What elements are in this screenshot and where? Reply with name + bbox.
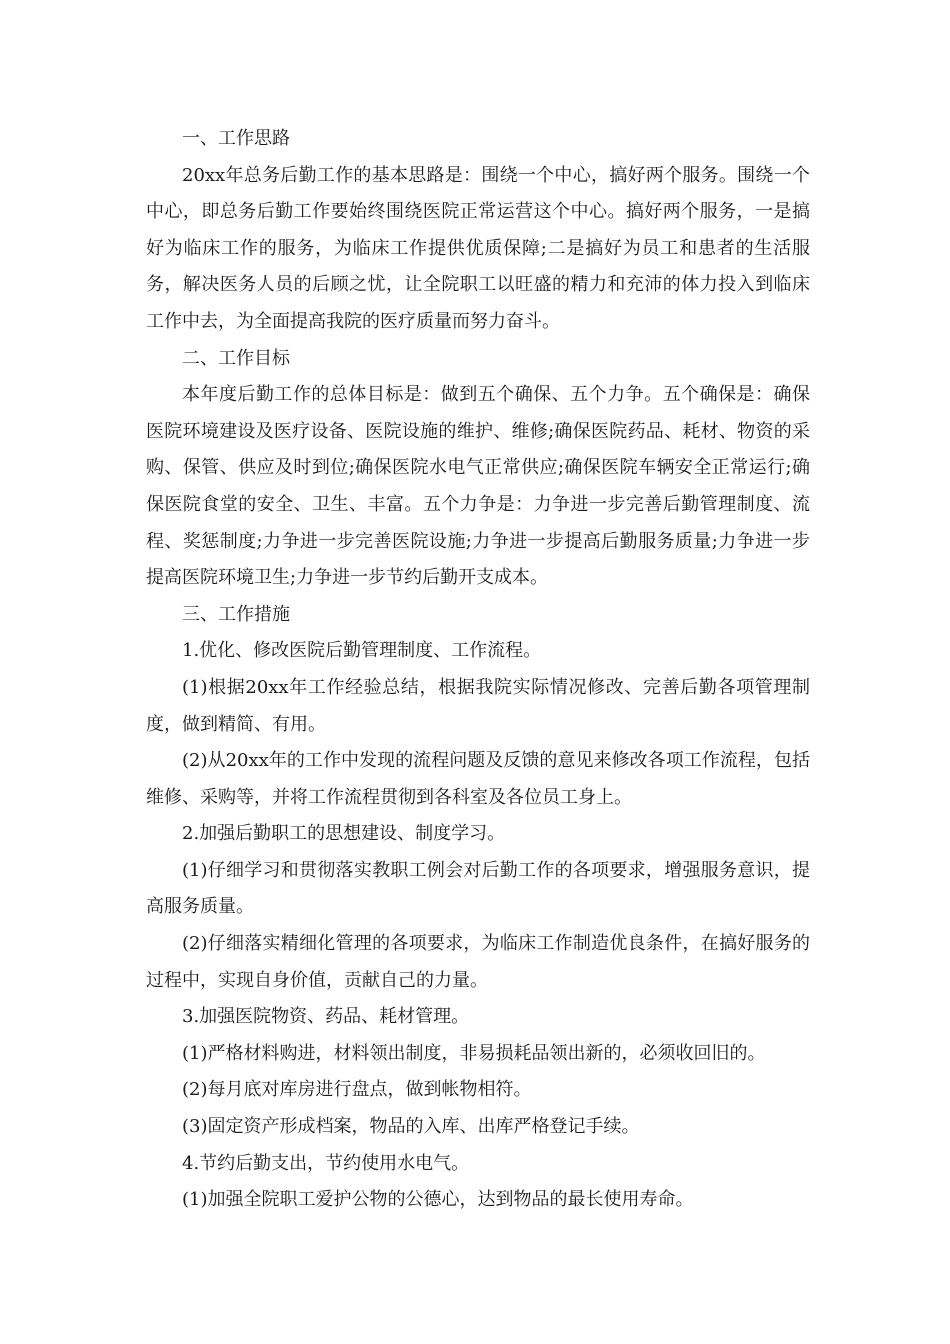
list-subitem-2-1: (1)仔细学习和贯彻落实教职工例会对后勤工作的各项要求，增强服务意识，提高服务质量。: [146, 859, 810, 918]
list-subitem-3-2: (2)每月底对库房进行盘点，做到帐物相符。: [182, 1079, 532, 1101]
list-subitem-4-1: (1)加强全院职工爱护公物的公德心，达到物品的最长使用寿命。: [182, 1189, 694, 1211]
section-heading-work-approach: 一、工作思路: [182, 128, 290, 149]
section-heading-work-measures: 三、工作措施: [182, 603, 290, 625]
list-item-measure-2: 2.加强后勤职工的思想建设、制度学习。: [182, 823, 506, 845]
section-heading-work-goals: 二、工作目标: [182, 347, 290, 369]
list-subitem-3-1: (1)严格材料购进，材料领出制度，非易损耗品领出新的，必须收回旧的。: [182, 1042, 766, 1064]
list-item-measure-3: 3.加强医院物资、药品、耗材管理。: [182, 1006, 470, 1028]
list-subitem-1-2: (2)从20xx年的工作中发现的流程问题及反馈的意见来修改各项工作流程，包括维修、采购等，并将工作流程贯彻到各科室及各位员工身上。: [146, 750, 810, 808]
paragraph-work-approach: 20xx年总务后勤工作的基本思路是：围绕一个中心，搞好两个服务。围绕一个中心，即总务后勤工作要始终围绕医院正常运营这个中心。搞好两个服务，一是搞好为临床工作的服务，为临床工作提供优质保障;二是搞好为员工和患者的生活服务，解决医务人员的后顾之忧，让全院职工以旺盛的精力和充沛的体力投入到临床工作中去，为全面提高我院的医疗质量而努力奋斗。: [146, 164, 810, 332]
list-subitem-1-1: (1)根据20xx年工作经验总结，根据我院实际情况修改、完善后勤各项管理制度，做到精简、有用。: [146, 676, 810, 735]
list-item-measure-4: 4.节约后勤支出，节约使用水电气。: [182, 1152, 470, 1174]
list-subitem-2-2: (2)仔细落实精细化管理的各项要求，为临床工作制造优良条件，在搞好服务的过程中，实现自身价值，贡献自己的力量。: [146, 933, 810, 991]
list-subitem-3-3: (3)固定资产形成档案，物品的入库、出库严格登记手续。: [182, 1116, 640, 1138]
document-body: [146, 121, 810, 1219]
paragraph-work-goals: 本年度后勤工作的总体目标是：做到五个确保、五个力争。五个确保是：确保医院环境建设及医疗设备、医院设施的维护、维修;确保医院药品、耗材、物资的采购、保管、供应及时到位;确保医院水电气正常供应;确保医院车辆安全正常运行;确保医院食堂的安全、卫生、丰富。五个力争是：力争进一步完善后勤管理制度、流程、奖惩制度;力争进一步完善医院设施;力争进一步提高后勤服务质量;力争进一步提高医院环境卫生;力争进一步节约后勤开支成本。: [146, 384, 810, 589]
list-item-measure-1: 1.优化、修改医院后勤管理制度、工作流程。: [182, 640, 542, 662]
